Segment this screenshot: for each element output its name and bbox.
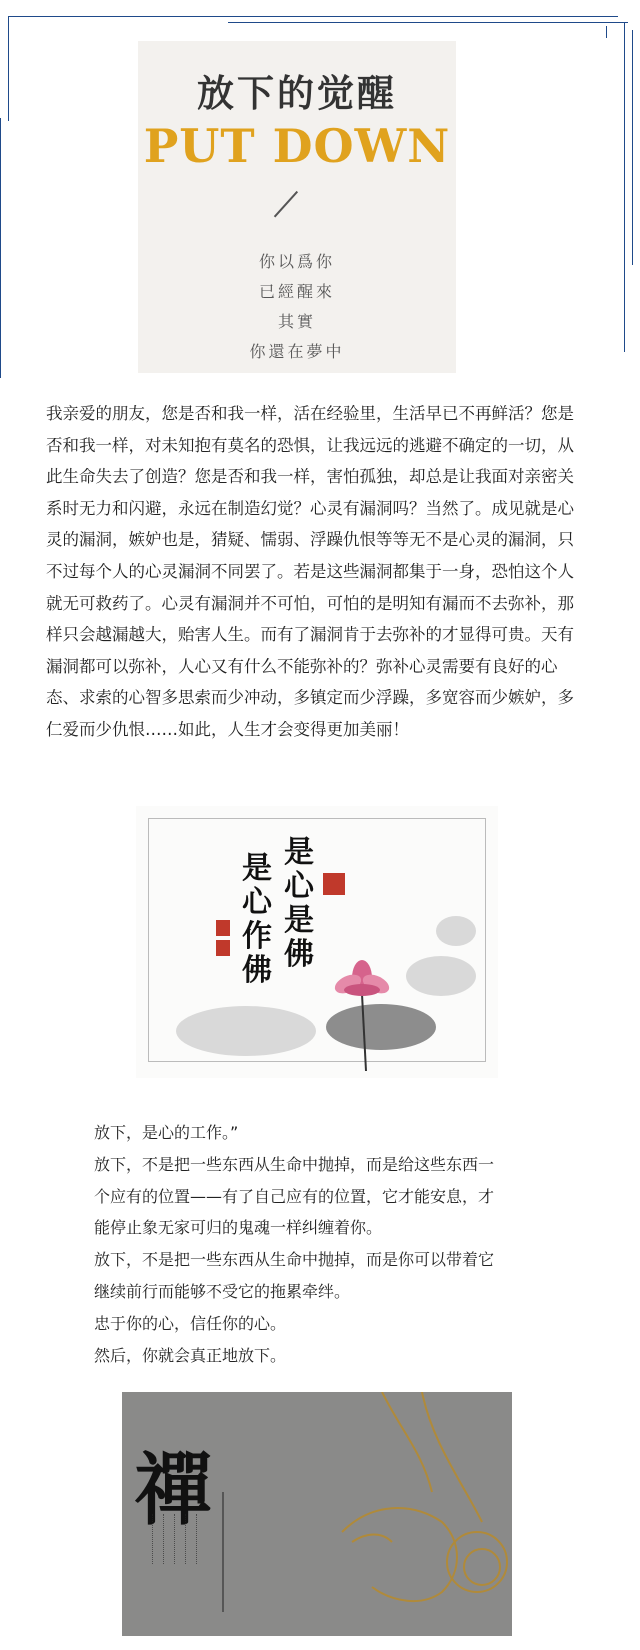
quote-line: 放下，是心的工作。” <box>94 1123 239 1142</box>
frame-line <box>228 22 628 23</box>
slash-mark <box>274 191 298 217</box>
calligraphy-column: 是心作佛 <box>242 851 272 988</box>
calligraphy-column: 是心是佛 <box>284 835 314 972</box>
frame-line <box>0 118 1 378</box>
quote-line: 然后，你就会真正地放下。 <box>94 1345 287 1365</box>
lotus-flower-icon <box>312 956 402 1076</box>
quote-line: 忠于你的心，信任你的心。 <box>94 1313 287 1333</box>
quote-line: 个应有的位置——有了自己应有的位置，它才能安息，才 <box>94 1186 495 1206</box>
quote-line: 能停止象无家可归的鬼魂一样纠缠着你。 <box>94 1218 383 1238</box>
small-text-block <box>152 1514 212 1584</box>
ink-lotus-leaf <box>176 1006 316 1056</box>
put-down-poster <box>138 41 456 373</box>
poster-verse-line: 你還在夢中 <box>249 342 345 361</box>
ink-lotus-leaf <box>406 956 476 996</box>
frame-line <box>624 22 625 352</box>
lotus-calligraphy-image <box>136 806 498 1078</box>
zen-image <box>122 1392 512 1636</box>
quote-line: 放下，不是把一些东西从生命中抛掉，而是给这些东西一 <box>94 1154 495 1174</box>
article-paragraph: 我亲爱的朋友，您是否和我一样，活在经验里，生活早已不再鲜活？您是否和我一样，对未知抱有莫名的恐惧，让我远远的逃避不确定的一切，从此生命失去了创造？您是否和我一样，害怕孤独，却总是让我面对亲密关系时无力和闪避，永远在制造幻觉？心灵有漏洞吗？当然了。成见就是心灵的漏洞，嫉妒也是，猜疑、懦弱、浮躁仇恨等等无不是心灵的漏洞，只不过每个人的心灵漏洞不同罢了。若是这些漏洞都集于一身，恐怕这个人就无可救药了。心灵有漏洞并不可怕，可怕的是明知有漏而不去弥补，那样只会越漏越大，贻害人生。而有了漏洞肯于去弥补的才显得可贵。天有漏洞都可以弥补，人心又有什么不能弥补的？弥补心灵需要有良好的心态、求索的心智多思索而少冲动，多镇定而少浮躁，多宽容而少嫉妒，多仁爱而少仇恨……如此，人生才会变得更加美丽！ <box>46 404 574 739</box>
poster-verse-line: 其實 <box>277 312 316 331</box>
frame-line <box>8 16 9 121</box>
quote-line: 继续前行而能够不受它的拖累牵绊。 <box>94 1281 351 1301</box>
buddha-hand-icon <box>312 1392 512 1636</box>
divider-line <box>222 1492 224 1612</box>
frame-line <box>632 30 633 265</box>
poster-verse-line: 你以爲你 <box>258 252 335 271</box>
poster-verse-line: 已經醒來 <box>258 282 335 301</box>
quote-block <box>94 1117 564 1371</box>
red-seal <box>216 920 230 936</box>
red-seal <box>323 873 345 895</box>
red-seal <box>216 940 230 956</box>
poster-title: 放下的觉醒 <box>197 71 397 115</box>
quote-line: 放下，不是把一些东西从生命中抛掉，而是你可以带着它 <box>94 1250 495 1270</box>
poster-subtitle: PUT DOWN <box>143 119 451 173</box>
frame-line <box>8 16 618 17</box>
zen-character: 禪 <box>134 1445 213 1536</box>
frame-line <box>606 26 607 38</box>
ink-lotus-leaf <box>436 916 476 946</box>
